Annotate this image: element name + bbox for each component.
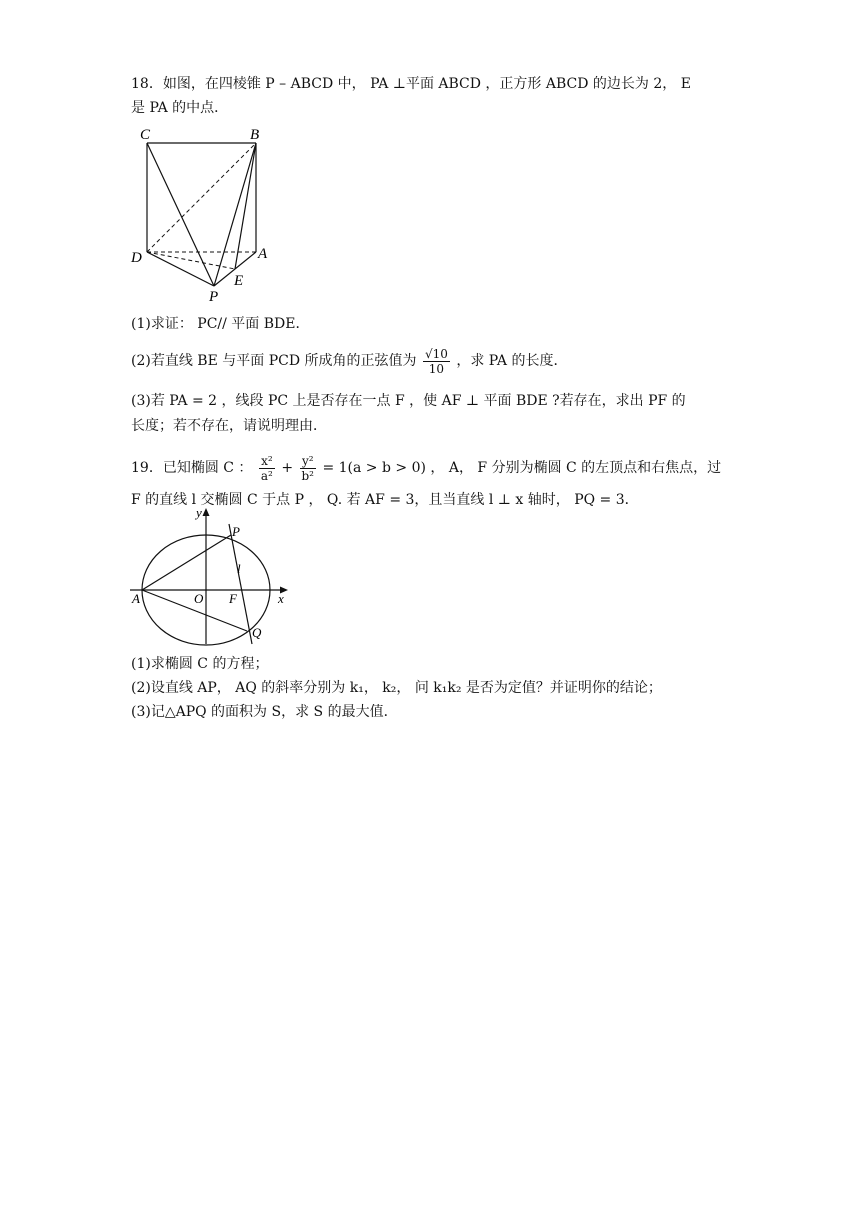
label-O: O — [194, 591, 204, 606]
label-y: y — [196, 505, 202, 520]
label-P: P — [232, 524, 240, 539]
label-A: A — [258, 246, 268, 262]
q18-part1: (1)求证： PC// 平面 BDE． — [131, 316, 310, 332]
q18-part2-pre: (2)若直线 BE 与平面 PCD 所成角的正弦值为 — [131, 353, 417, 369]
q18-stem-line2: 是 PA 的中点． — [131, 100, 229, 116]
y-axis-arrow — [203, 508, 210, 516]
label-A: A — [132, 591, 140, 606]
label-l: l — [237, 561, 241, 576]
edge-BE — [235, 143, 256, 269]
q19-plus: + — [281, 460, 294, 476]
q18-part2-fraction — [423, 347, 450, 376]
q19-stem-line1 — [131, 448, 721, 488]
q19-stem-pre: 19．已知椭圆 C ： — [131, 460, 253, 476]
q18-part2 — [131, 345, 567, 377]
q18-frac-numerator: √10 — [424, 346, 448, 361]
q19-frac-y — [300, 454, 317, 483]
label-x: x — [278, 591, 284, 606]
q18-stem-line1: 18．如图，在四棱锥 P – ABCD 中， PA ⊥平面 ABCD ，正方形 ABCD 的边长为 2， E — [131, 76, 691, 92]
q19-part2: (2)设直线 AP， AQ 的斜率分别为 k₁， k₂， 问 k₁k₂ 是否为定值？并证明你的结论； — [131, 680, 662, 696]
label-Q: Q — [252, 625, 262, 640]
edge-DP — [147, 252, 214, 286]
label-D: D — [131, 250, 142, 266]
line-l — [229, 524, 252, 644]
edge-BP — [214, 143, 256, 286]
edge-CP — [147, 143, 214, 286]
label-B: B — [250, 127, 260, 143]
label-E: E — [234, 273, 244, 289]
q19-stem-mid: = 1(a > b > 0) ， A， F 分别为椭圆 C 的左顶点和右焦点，过 — [322, 460, 722, 476]
q19-frac-x-den: a² — [260, 468, 273, 483]
q19-frac-y-den: b² — [301, 468, 314, 483]
line-AP — [142, 535, 231, 590]
q18-frac-denominator: 10 — [428, 361, 445, 376]
q18-pyramid-figure — [126, 124, 276, 306]
q19-part3: (3)记△APQ 的面积为 S，求 S 的最大值． — [131, 704, 398, 720]
q19-frac-x-num: x² — [259, 454, 275, 469]
label-P: P — [209, 289, 219, 305]
label-C: C — [140, 127, 151, 143]
q19-part1: (1)求椭圆 C 的方程； — [131, 656, 269, 672]
q19-frac-y-num: y² — [300, 454, 317, 469]
q19-ellipse-figure — [128, 504, 293, 652]
q18-part3-line1: (3)若 PA = 2 ，线段 PC 上是否存在一点 F ，使 AF ⊥ 平面 BDE ?若存在，求出 PF 的 — [131, 393, 686, 409]
q18-part3-line2: 长度；若不存在，请说明理由． — [131, 418, 327, 434]
q18-part2-post: ，求 PA 的长度． — [456, 353, 568, 369]
q19-stem-line2: F 的直线 l 交椭圆 C 于点 P ， Q. 若 AF = 3，且当直线 l ⊥ x 轴时， PQ = 3． — [131, 492, 639, 508]
q19-frac-x — [259, 454, 275, 483]
label-F: F — [229, 591, 237, 606]
